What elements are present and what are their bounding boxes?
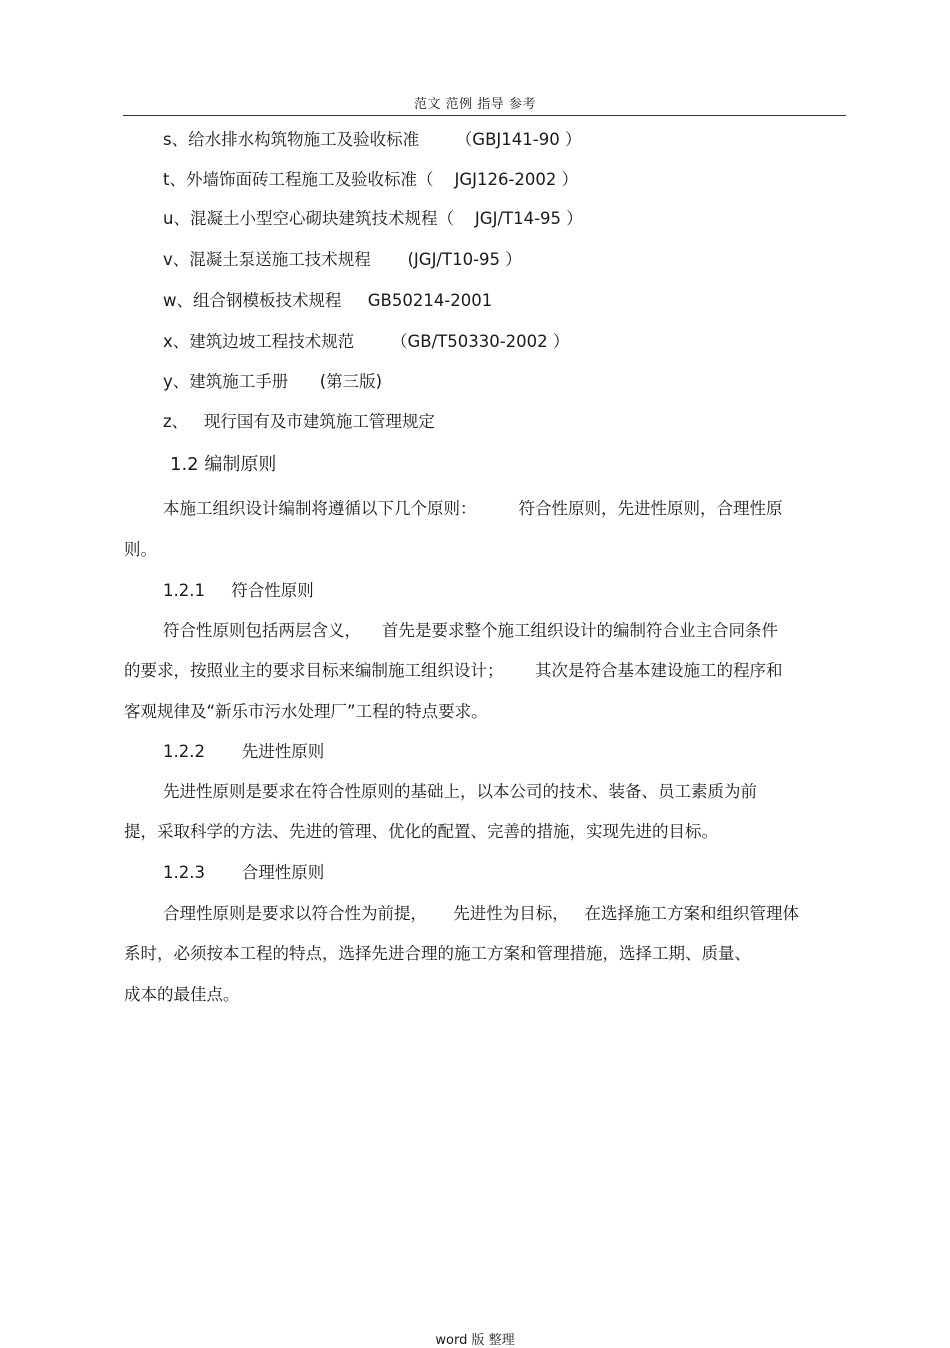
paragraph-line: 提，采取科学的方法、先进的管理、优化的配置、完善的措施，实现先进的目标。 xyxy=(124,822,718,841)
section-heading-1-2: 1.2 编制原则 xyxy=(170,454,277,475)
reference-item-y: y、建筑施工手册 (第三版) xyxy=(163,372,383,391)
header-rule xyxy=(123,115,846,116)
paragraph-line: 系时，必须按本工程的特点，选择先进合理的施工方案和管理措施，选择工期、质量、 xyxy=(124,944,751,963)
subsection-heading-1-2-2: 1.2.2 先进性原则 xyxy=(163,742,325,761)
paragraph-line: 成本的最佳点。 xyxy=(124,985,240,1004)
paragraph-line: 的要求，按照业主的要求目标来编制施工组织设计； 其次是符合基本建设施工的程序和 xyxy=(124,661,783,680)
paragraph-line: 符合性原则包括两层含义， 首先是要求整个施工组织设计的编制符合业主合同条件 xyxy=(163,621,778,640)
reference-item-t: t、外墙饰面砖工程施工及验收标准（ JGJ126-2002 ） xyxy=(163,170,579,189)
paragraph-line: 先进性原则是要求在符合性原则的基础上，以本公司的技术、装备、员工素质为前 xyxy=(163,782,757,801)
reference-item-u: u、混凝土小型空心砌块建筑技术规程（ JGJ/T14-95 ） xyxy=(163,209,583,228)
intro-line-1: 本施工组织设计编制将遵循以下几个原则： 符合性原则，先进性原则，合理性原 xyxy=(163,499,783,518)
intro-line-2: 则。 xyxy=(124,540,157,559)
paragraph-line: 合理性原则是要求以符合性为前提， 先进性为目标， 在选择施工方案和组织管理体 xyxy=(163,904,799,923)
subsection-heading-1-2-1: 1.2.1 符合性原则 xyxy=(163,581,314,600)
subsection-heading-1-2-3: 1.2.3 合理性原则 xyxy=(163,863,325,882)
reference-item-z: z、 现行国有及市建筑施工管理规定 xyxy=(163,412,435,431)
reference-item-x: x、建筑边坡工程技术规范 （GB/T50330-2002 ） xyxy=(163,332,570,351)
page-header: 范文 范例 指导 参考 xyxy=(414,97,536,112)
paragraph-line: 客观规律及“新乐市污水处理厂”工程的特点要求。 xyxy=(124,702,488,721)
page-footer: word 版 整理 xyxy=(435,1333,515,1348)
reference-item-s: s、给水排水构筑物施工及验收标准 （GBJ141-90 ） xyxy=(163,130,582,149)
reference-item-w: w、组合钢模板技术规程 GB50214-2001 xyxy=(163,291,493,310)
reference-item-v: v、混凝土泵送施工技术规程 (JGJ/T10-95 ） xyxy=(163,250,522,269)
